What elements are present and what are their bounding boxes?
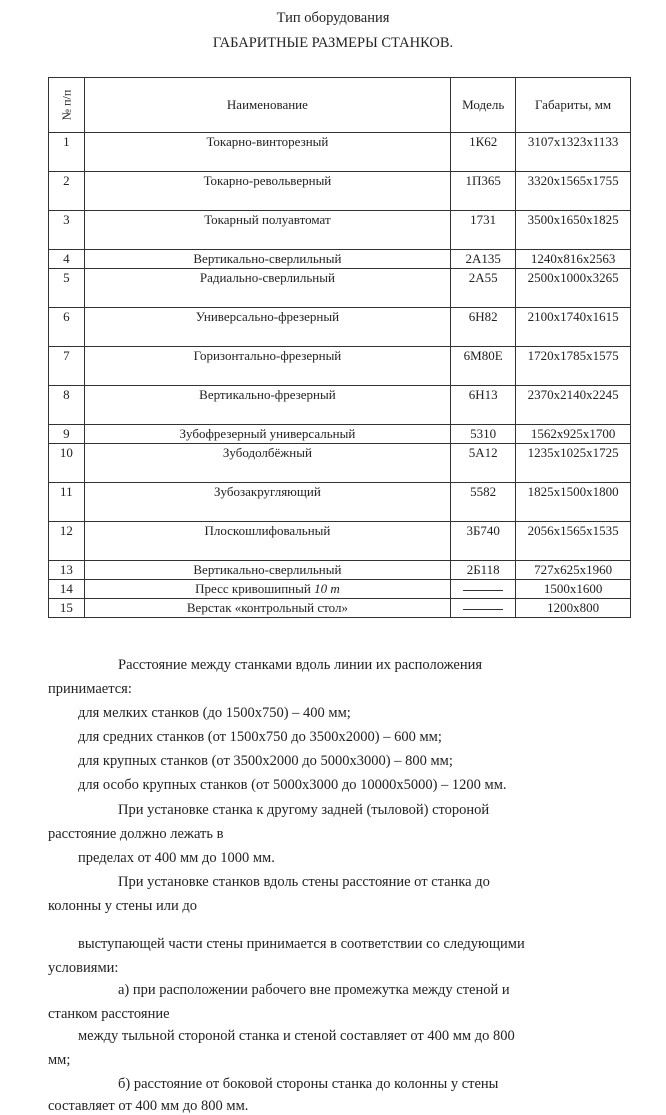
table-row (49, 483, 631, 522)
row-name-italic: 10 т (314, 581, 340, 596)
row-dims: 3107х1323х1133 (516, 133, 631, 172)
row-dims: 2100х1740х1615 (516, 308, 631, 347)
row-name (84, 211, 451, 250)
row-name-text: Токарно-винторезный (206, 134, 329, 149)
row-name-text: Вертикально-сверлильный (193, 562, 342, 577)
row-name (84, 599, 451, 618)
paragraph-line: принимается: (48, 681, 132, 697)
row-name (84, 561, 451, 580)
row-number: 6 (49, 308, 85, 347)
row-dims: 1240х816х2563 (516, 250, 631, 269)
row-dims: 1720х1785х1575 (516, 347, 631, 386)
paragraph-line: для мелких станков (до 1500х750) – 400 мм; (78, 705, 351, 721)
header-dims: Габариты, мм (516, 78, 631, 133)
paragraph-line: для средних станков (от 1500х750 до 3500х2000) – 600 мм; (78, 729, 442, 745)
row-number: 7 (49, 347, 85, 386)
machine-dimensions-table (48, 77, 631, 618)
header-name: Наименование (84, 78, 451, 133)
row-name-text: Зубодолбёжный (222, 445, 312, 460)
table-row (49, 211, 631, 250)
paragraph-line: а) при расположении рабочего вне промежутка между стеной и (118, 982, 510, 998)
row-dims: 1825х1500х1800 (516, 483, 631, 522)
table-row (49, 580, 631, 599)
row-number: 2 (49, 172, 85, 211)
row-name (84, 444, 451, 483)
row-model: 1731 (451, 211, 516, 250)
table-row (49, 444, 631, 483)
row-model: 5А12 (451, 444, 516, 483)
row-dims: 1200х800 (516, 599, 631, 618)
row-number: 8 (49, 386, 85, 425)
row-dims: 1562х925х1700 (516, 425, 631, 444)
table-row (49, 386, 631, 425)
dash-placeholder (463, 590, 503, 591)
row-number: 15 (49, 599, 85, 618)
paragraph-line: расстояние должно лежать в (48, 826, 224, 842)
row-model: 2А135 (451, 250, 516, 269)
row-name (84, 269, 451, 308)
row-number: 11 (49, 483, 85, 522)
row-dims: 2500х1000х3265 (516, 269, 631, 308)
row-model: 3Б740 (451, 522, 516, 561)
paragraph-line: составляет от 400 мм до 800 мм. (48, 1098, 249, 1114)
row-name (84, 425, 451, 444)
row-model: 2Б118 (451, 561, 516, 580)
row-model: 6М80Е (451, 347, 516, 386)
row-dims: 1235х1025х1725 (516, 444, 631, 483)
doc-title: Тип оборудования (276, 10, 390, 26)
row-model: 2А55 (451, 269, 516, 308)
row-dims: 3320х1565х1755 (516, 172, 631, 211)
row-name-text: Вертикально-сверлильный (193, 251, 342, 266)
row-name-text: Пресс кривошипный (195, 581, 311, 596)
row-name (84, 522, 451, 561)
row-model: 1К62 (451, 133, 516, 172)
table-row (49, 347, 631, 386)
row-name-text: Токарный полуавтомат (204, 212, 331, 227)
row-name (84, 483, 451, 522)
row-model: 5582 (451, 483, 516, 522)
row-name (84, 250, 451, 269)
paragraph-line: б) расстояние от боковой стороны станка до колонны у стены (118, 1076, 499, 1092)
row-number: 10 (49, 444, 85, 483)
row-name-text: Токарно-револьверный (203, 173, 332, 188)
header-model: Модель (451, 78, 516, 133)
row-name (84, 580, 451, 599)
row-model: 5310 (451, 425, 516, 444)
row-name-text: Вертикально-фрезерный (199, 387, 336, 402)
row-dims: 3500х1650х1825 (516, 211, 631, 250)
row-number: 9 (49, 425, 85, 444)
paragraph-line: При установке станка к другому задней (тыловой) стороной (118, 802, 490, 818)
row-name-text: Универсально-фрезерный (195, 309, 340, 324)
paragraph-line: При установке станков вдоль стены расстояние от станка до (118, 874, 490, 890)
paragraph-line: между тыльной стороной станка и стеной составляет от 400 мм до 800 (78, 1028, 515, 1044)
row-model: 1П365 (451, 172, 516, 211)
row-number: 3 (49, 211, 85, 250)
table-row (49, 522, 631, 561)
row-name (84, 308, 451, 347)
table-row (49, 599, 631, 618)
row-number: 1 (49, 133, 85, 172)
table-row (49, 133, 631, 172)
table-row (49, 172, 631, 211)
table-row (49, 250, 631, 269)
row-name-text: Верстак «контрольный стол» (186, 600, 348, 615)
table-row (49, 308, 631, 347)
row-name (84, 172, 451, 211)
row-dims: 2056х1565х1535 (516, 522, 631, 561)
row-number: 5 (49, 269, 85, 308)
table-header-row (49, 78, 631, 133)
row-dims: 2370х2140х2245 (516, 386, 631, 425)
row-name-text: Радиально-сверлильный (199, 270, 335, 285)
table-row (49, 561, 631, 580)
paragraph-line: для особо крупных станков (от 5000х3000 до 10000х5000) – 1200 мм. (78, 777, 507, 793)
row-dims: 727х625х1960 (516, 561, 631, 580)
row-name (84, 133, 451, 172)
dash-placeholder (463, 609, 503, 610)
table-row (49, 425, 631, 444)
row-model: 6Н13 (451, 386, 516, 425)
row-number: 4 (49, 250, 85, 269)
paragraph-line: пределах от 400 мм до 1000 мм. (78, 850, 275, 866)
row-number: 14 (49, 580, 85, 599)
row-dims: 1500х1600 (516, 580, 631, 599)
row-name-text: Зубозакругляющий (214, 484, 321, 499)
row-name-text: Горизонтально-фрезерный (193, 348, 342, 363)
paragraph-line: для крупных станков (от 3500х2000 до 5000х3000) – 800 мм; (78, 753, 453, 769)
row-number: 12 (49, 522, 85, 561)
paragraph-line: мм; (48, 1052, 71, 1068)
table-row (49, 269, 631, 308)
row-number: 13 (49, 561, 85, 580)
paragraph-line: выступающей части стены принимается в соответствии со следующими (78, 936, 525, 952)
row-model (451, 599, 516, 618)
row-model: 6Н82 (451, 308, 516, 347)
row-name-text: Плоскошлифовальный (204, 523, 331, 538)
paragraph-line: условиями: (48, 960, 119, 976)
row-name (84, 386, 451, 425)
paragraph-line: станком расстояние (48, 1006, 170, 1022)
paragraph-line: колонны у стены или до (48, 898, 197, 914)
doc-subtitle: ГАБАРИТНЫЕ РАЗМЕРЫ СТАНКОВ. (212, 35, 454, 51)
paragraph-line: Расстояние между станками вдоль линии их расположения (118, 657, 483, 673)
header-number: № п/п (49, 78, 85, 133)
row-model (451, 580, 516, 599)
row-name-text: Зубофрезерный универсальный (179, 426, 356, 441)
row-name (84, 347, 451, 386)
